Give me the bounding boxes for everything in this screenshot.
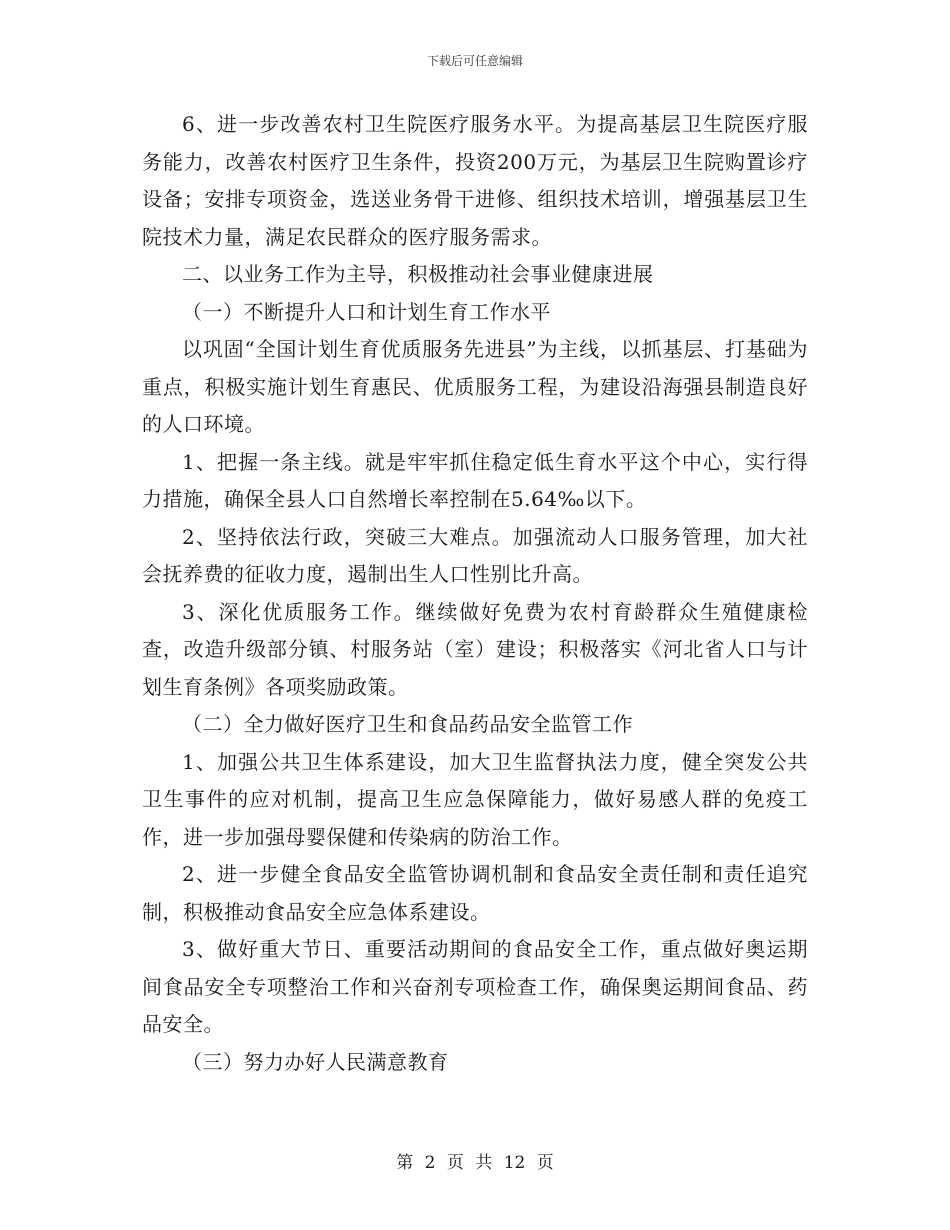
paragraph-population-3: 3、深化优质服务工作。继续做好免费为农村育龄群众生殖健康检查，改造升级部分镇、村服务站（室）建设；积极落实《河北省人口与计划生育条例》各项奖励政策。 [142, 599, 808, 699]
subsection-heading-3: （三）努力办好人民满意教育 [182, 1049, 449, 1074]
paragraph-rural-clinic: 6、进一步改善农村卫生院医疗服务水平。为提高基层卫生院医疗服务能力，改善农村医疗卫生条件，投资200万元，为基层卫生院购置诊疗设备；安排专项资金，选送业务骨干进修、组织技术培训，增强基层卫生院技术力量，满足农民群众的医疗服务需求。 [142, 112, 808, 249]
subsection-heading-1: （一）不断提升人口和计划生育工作水平 [182, 299, 551, 324]
subsection-heading-2: （二）全力做好医疗卫生和食品药品安全监管工作 [182, 712, 633, 736]
section-heading-2: 二、以业务工作为主导，积极推动社会事业健康进展 [182, 262, 654, 286]
page-number: 第 2 页 共 12 页 [396, 1153, 554, 1173]
paragraph-population-1: 1、把握一条主线。就是牢牢抓住稳定低生育水平这个中心，实行得力措施，确保全县人口自然增长率控制在5.64‰以下。 [142, 449, 808, 511]
paragraph-population-2: 2、坚持依法行政，突破三大难点。加强流动人口服务管理，加大社会抚养费的征收力度，遏制出生人口性别比升高。 [142, 524, 808, 586]
paragraph-health-2: 2、进一步健全食品安全监管协调机制和食品安全责任制和责任追究制，积极推动食品安全应急体系建设。 [142, 862, 808, 924]
page-header-note: 下载后可任意编辑 [426, 54, 523, 68]
paragraph-health-1: 1、加强公共卫生体系建设，加大卫生监督执法力度，健全突发公共卫生事件的应对机制，提高卫生应急保障能力，做好易感人群的免疫工作，进一步加强母婴保健和传染病的防治工作。 [142, 749, 808, 849]
document-body [142, 106, 808, 1081]
paragraph-health-3: 3、做好重大节日、重要活动期间的食品安全工作，重点做好奥运期间食品安全专项整治工作和兴奋剂专项检查工作，确保奥运期间食品、药品安全。 [142, 937, 808, 1036]
paragraph-population-intro: 以巩固“全国计划生育优质服务先进县”为主线，以抓基层、打基础为重点，积极实施计划生育惠民、优质服务工程，为建设沿海强县制造良好的人口环境。 [142, 337, 808, 436]
